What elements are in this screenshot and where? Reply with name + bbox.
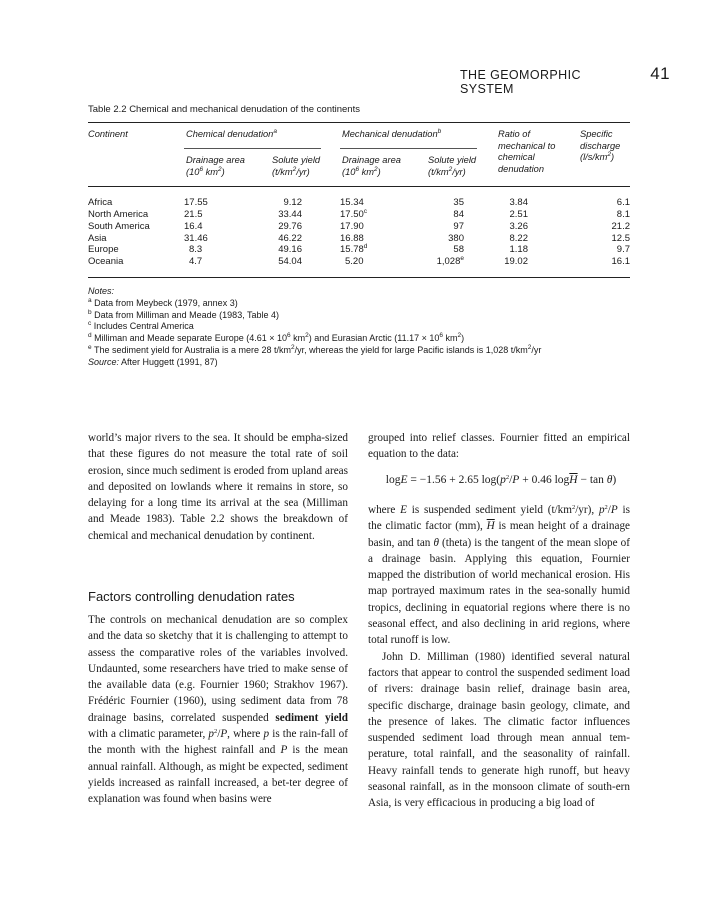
table-cell: 4.7 xyxy=(189,256,203,268)
table-cell: 17.55 xyxy=(184,197,208,208)
note-d: $^d$ Milliman and Meade separate Europe ($4.61 \times 10^6$ $km^2$) and Eurasian Arctic ($11.17 \times 10^6$ $km^2$) xyxy=(88,332,465,344)
table-cell: Asia xyxy=(88,232,107,244)
table-cell: 15.78$^d$ xyxy=(340,243,368,256)
notes-label: Notes: xyxy=(88,286,115,296)
column-mech-yield xyxy=(412,197,464,268)
mechanical-group-rule xyxy=(340,148,477,149)
header-mechanical-group: Mechanical denudation$^b$ xyxy=(342,128,442,139)
table-cell: 58 xyxy=(453,244,464,256)
table-top-rule xyxy=(88,122,630,123)
table-cell: Oceania xyxy=(88,256,124,268)
table-cell: 16.4 xyxy=(184,220,203,232)
table-cell: 54.04 xyxy=(278,256,302,268)
table-cell: 29.76 xyxy=(278,220,302,232)
table-cell: 1.18 xyxy=(509,244,528,256)
body-paragraph: John D. Milliman (1980) identified several natural factors that appear to control the suspended sediment load of rivers: drainage basin relief, drainage basin area, specific discharge, drainage basin geology, climate, and the presence of lakes. The climatic factor influences suspended sediment load through mean annual tem-perature, total rainfall, and the seasonality of rainfall. Heavy rainfall tends to generate high runoff, but heavy seasonal rainfall, as in the monsoon climate of south-ern Asia, is very efficacious in producing a big load of xyxy=(368,650,630,810)
header-continent: Continent xyxy=(88,129,128,139)
header-chem-solute-yield: Solute yield $(t/km^2/yr)$ xyxy=(272,155,321,177)
table-cell: 8.1 xyxy=(616,208,630,220)
header-chemical-group: Chemical denudation$^a$ xyxy=(186,128,277,139)
table-cell: 3.26 xyxy=(509,220,528,232)
table-cell: South America xyxy=(88,220,150,232)
running-head-title: THE GEOMORPHIC SYSTEM xyxy=(460,68,581,96)
table-cell: 8.22 xyxy=(509,232,528,244)
table-cell: 19.02 xyxy=(504,256,528,268)
table-cell: 2.51 xyxy=(509,208,528,220)
column-discharge xyxy=(596,197,630,268)
right-column-paragraph-2 xyxy=(368,502,630,812)
header-chem-drainage-area: Drainage area ($10^6$ $km^2$) xyxy=(186,155,245,177)
table-cell: 8.3 xyxy=(189,244,203,256)
table-cell: 31.46 xyxy=(184,232,208,244)
body-paragraph: world’s major rivers to the sea. It should be empha-sized that these figures do not measure the total rate of soil erosion, since much sediment is eroded from upland areas and deposited on lowlands where it remains in store, so delaying for a long time its arrival at the sea (Milliman and Meade 1983). Table 2.2 shows the breakdown of chemical and mechanical denudation by continent. xyxy=(88,432,348,542)
column-continent xyxy=(88,197,150,268)
section-heading: Factors controlling denudation rates xyxy=(88,589,295,604)
table-cell: 1,028e xyxy=(436,255,464,268)
fournier-equation: logE = −1.56 + 2.65 $\log(p^2/P + 0.46$ $\log\overline{H} - \tan \theta$) xyxy=(385,474,617,486)
table-cell: Europe xyxy=(88,244,119,256)
table-cell: 35 xyxy=(453,197,464,208)
table-cell: 84 xyxy=(453,208,464,220)
column-ratio xyxy=(496,197,528,268)
column-chem-area xyxy=(184,197,220,268)
table-cell: 17.90 xyxy=(340,220,364,232)
right-column-paragraph-1 xyxy=(368,430,630,463)
table-cell: 21.5 xyxy=(184,208,203,220)
body-paragraph: grouped into relief classes. Fournier fitted an empirical equation to the data: xyxy=(368,432,630,461)
body-paragraph: The controls on mechanical denudation are so complex and the data so sketchy that it is challenging to attempt to assess the comparative roles of the variables involved. Undaunted, some researchers have tried to make sense of the available data (e.g. Fournier 1960; Strakhov 1967). Frédéric Fournier (1960), using sediment data from 78 drainage basins, correlated suspended sediment yield with a climatic parameter, $p^2/P$, where p is the rain-fall of the month with the highest rainfall and P is the mean annual rainfall. Although, as might be expected, sediment yields increased as rainfall increased, a bet-ter degree of explanation was found when basins were xyxy=(88,614,348,806)
note-a: $^a$ Data from Meybeck (1979, annex 3) xyxy=(88,296,238,308)
table-cell: 17.50$^c$ xyxy=(340,207,368,220)
table-cell: 6.1 xyxy=(616,197,630,208)
table-cell: 16.1 xyxy=(611,256,630,268)
table-cell: 9.12 xyxy=(283,197,302,208)
table-notes xyxy=(88,286,648,369)
table-header-rule xyxy=(88,186,630,187)
page-number: 41 xyxy=(650,64,670,83)
note-b: $^b$ Data from Milliman and Meade (1983, Table 4) xyxy=(88,308,280,320)
table-cell: 9.7 xyxy=(616,244,630,256)
table-cell: 3.84 xyxy=(509,197,528,208)
chemical-group-rule xyxy=(184,148,321,149)
table-cell: 33.44 xyxy=(278,208,302,220)
table-cell: 21.2 xyxy=(611,220,630,232)
left-column-paragraph-1 xyxy=(88,430,348,544)
header-specific-discharge: Specific discharge $(l/s/km^2)$ xyxy=(580,129,621,163)
running-head xyxy=(460,64,670,96)
header-mech-drainage-area: Drainage area ($10^6$ $km^2$) xyxy=(342,155,401,177)
column-chem-yield xyxy=(266,197,302,268)
table-cell: 16.88 xyxy=(340,232,364,244)
source-line: Source: After Huggett (1991, 87) xyxy=(88,356,218,367)
table-caption: Table 2.2 Chemical and mechanical denudation of the continents xyxy=(88,104,360,115)
note-e: $^e$ The sediment yield for Australia is a mere 28 $t/km^2/yr$, whereas the yield for large Pacific islands is 1,028 $t/km^2/yr$ xyxy=(88,343,542,355)
table-cell: Africa xyxy=(88,197,113,208)
table-cell: 5.20 xyxy=(345,256,364,268)
header-ratio: Ratio of mechanical to chemical denudation xyxy=(498,129,556,174)
table-cell: 49.16 xyxy=(278,244,302,256)
table-cell: 15.34 xyxy=(340,197,364,208)
table-bottom-rule xyxy=(88,277,630,278)
table-cell: 12.5 xyxy=(611,232,630,244)
left-column-paragraph-2 xyxy=(88,612,348,808)
body-paragraph: where E is suspended sediment yield $(t/km^2/yr)$, $p^2/P$ is the climatic factor (mm), $\overline{H}$ is mean height of a drainage basin, and tan θ (theta) is the tangent of the mean slope of a drainage basin. Applying this equation, Fournier mapped the distribution of world mechanical erosion. His map portrayed maximum rates in the sea-sonally humid tropics, declining in equatorial regions where there is no seasonal effect, and also declining in arid regions, where total runoff is low. xyxy=(368,504,631,647)
table-cell: 380 xyxy=(448,232,464,244)
table-cell: North America xyxy=(88,208,149,220)
table-cell: 46.22 xyxy=(278,232,302,244)
table-cell: 97 xyxy=(453,220,464,232)
header-mech-solute-yield: Solute yield $(t/km^2/yr)$ xyxy=(428,155,477,177)
note-c: $^c$ Includes Central America xyxy=(88,320,194,332)
column-mech-area xyxy=(340,197,390,268)
